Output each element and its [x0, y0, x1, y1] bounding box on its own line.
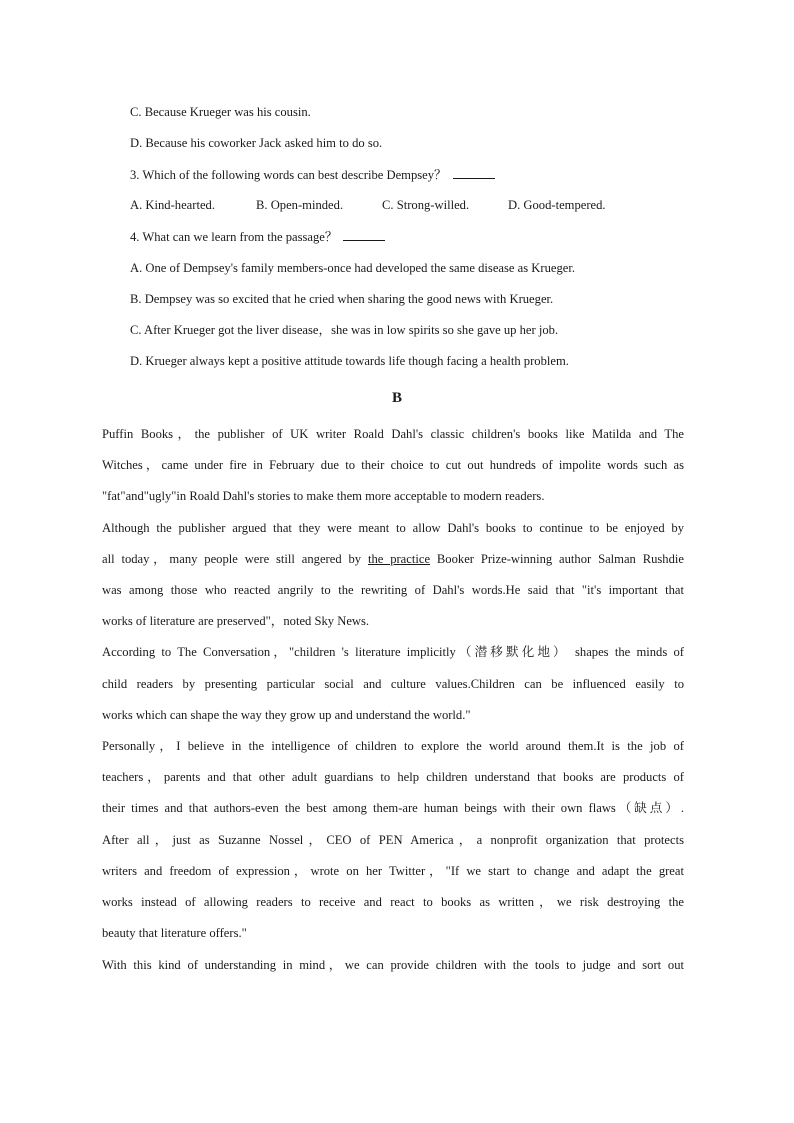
answer-blank [343, 228, 385, 241]
q4-option-d: D. Krueger always kept a positive attitude towards life though facing a health problem. [130, 354, 569, 368]
q4-question [130, 228, 385, 245]
passage-line: beauty that literature offers." [102, 926, 247, 940]
q3-options [130, 197, 606, 213]
passage-line: According to The Conversation，"children 's literature implicitly（潜移默化地） shapes the minds of [102, 645, 684, 659]
answer-blank [453, 166, 495, 179]
q2-option-d: D. Because his coworker Jack asked him to do so. [130, 136, 383, 150]
section-heading: B [391, 390, 402, 406]
q3-option-a: A. Kind-hearted. [130, 198, 215, 212]
passage-line: works which can shape the way they grow up and understand the world." [102, 708, 471, 722]
passage-line: Witches，came under fire in February due to their choice to cut out hundreds of impolite words such as [102, 458, 684, 472]
q4-option-a: A. One of Dempsey's family members-once had developed the same disease as Krueger. [130, 261, 575, 275]
passage-line: works instead of allowing readers to receive and react to books as written，we risk destroying the [102, 895, 684, 909]
q4-option-b: B. Dempsey was so excited that he cried when sharing the good news with Krueger. [130, 292, 554, 306]
passage-line: Puffin Books，the publisher of UK writer Roald Dahl's classic children's books like Matilda and The [102, 427, 684, 441]
passage-line: "fat"and"ugly"in Roald Dahl's stories to make them more acceptable to modern readers. [102, 489, 545, 503]
passage-line: child readers by presenting particular social and culture values.Children can be influenced easily to [102, 677, 684, 691]
q3-option-b: B. Open-minded. [256, 198, 344, 212]
passage-line: Although the publisher argued that they were meant to allow Dahl's books to continue to be enjoyed by [102, 521, 684, 535]
passage-text: all today，many people were still angered by [102, 552, 368, 566]
passage-line: Personally，I believe in the intelligence of children to explore the world around them.It is the job of [102, 739, 684, 753]
passage-line: After all，just as Suzanne Nossel，CEO of PEN America，a nonprofit organization that protects [102, 833, 684, 847]
passage-line: their times and that authors-even the best among them-are human beings with their own flaws（缺点）. [102, 801, 684, 815]
q3-question [130, 166, 495, 183]
q4-question-text: 4. What can we learn from the passage？ [130, 230, 338, 244]
q3-option-c: C. Strong-willed. [382, 198, 470, 212]
q3-question-text: 3. Which of the following words can best describe Dempsey？ [130, 168, 447, 182]
passage-line [102, 551, 684, 567]
underlined-phrase: the practice [367, 552, 431, 566]
passage-line: teachers，parents and that other adult guardians to help children understand that books are products of [102, 770, 684, 784]
passage-line: With this kind of understanding in mind，we can provide children with the tools to judge and sort out [102, 958, 684, 972]
q2-option-c: C. Because Krueger was his cousin. [130, 105, 311, 119]
passage-line: writers and freedom of expression，wrote on her Twitter，"If we start to change and adapt the great [102, 864, 684, 878]
passage-line: works of literature are preserved"，noted Sky News. [102, 614, 370, 628]
q4-option-c: C. After Krueger got the liver disease，she was in low spirits so she gave up her job. [130, 323, 559, 337]
q3-option-d: D. Good-tempered. [508, 198, 606, 212]
passage-line: was among those who reacted angrily to the rewriting of Dahl's words.He said that "it's important that [102, 583, 684, 597]
passage-text: Booker Prize-winning author Salman Rushdie [430, 552, 684, 566]
